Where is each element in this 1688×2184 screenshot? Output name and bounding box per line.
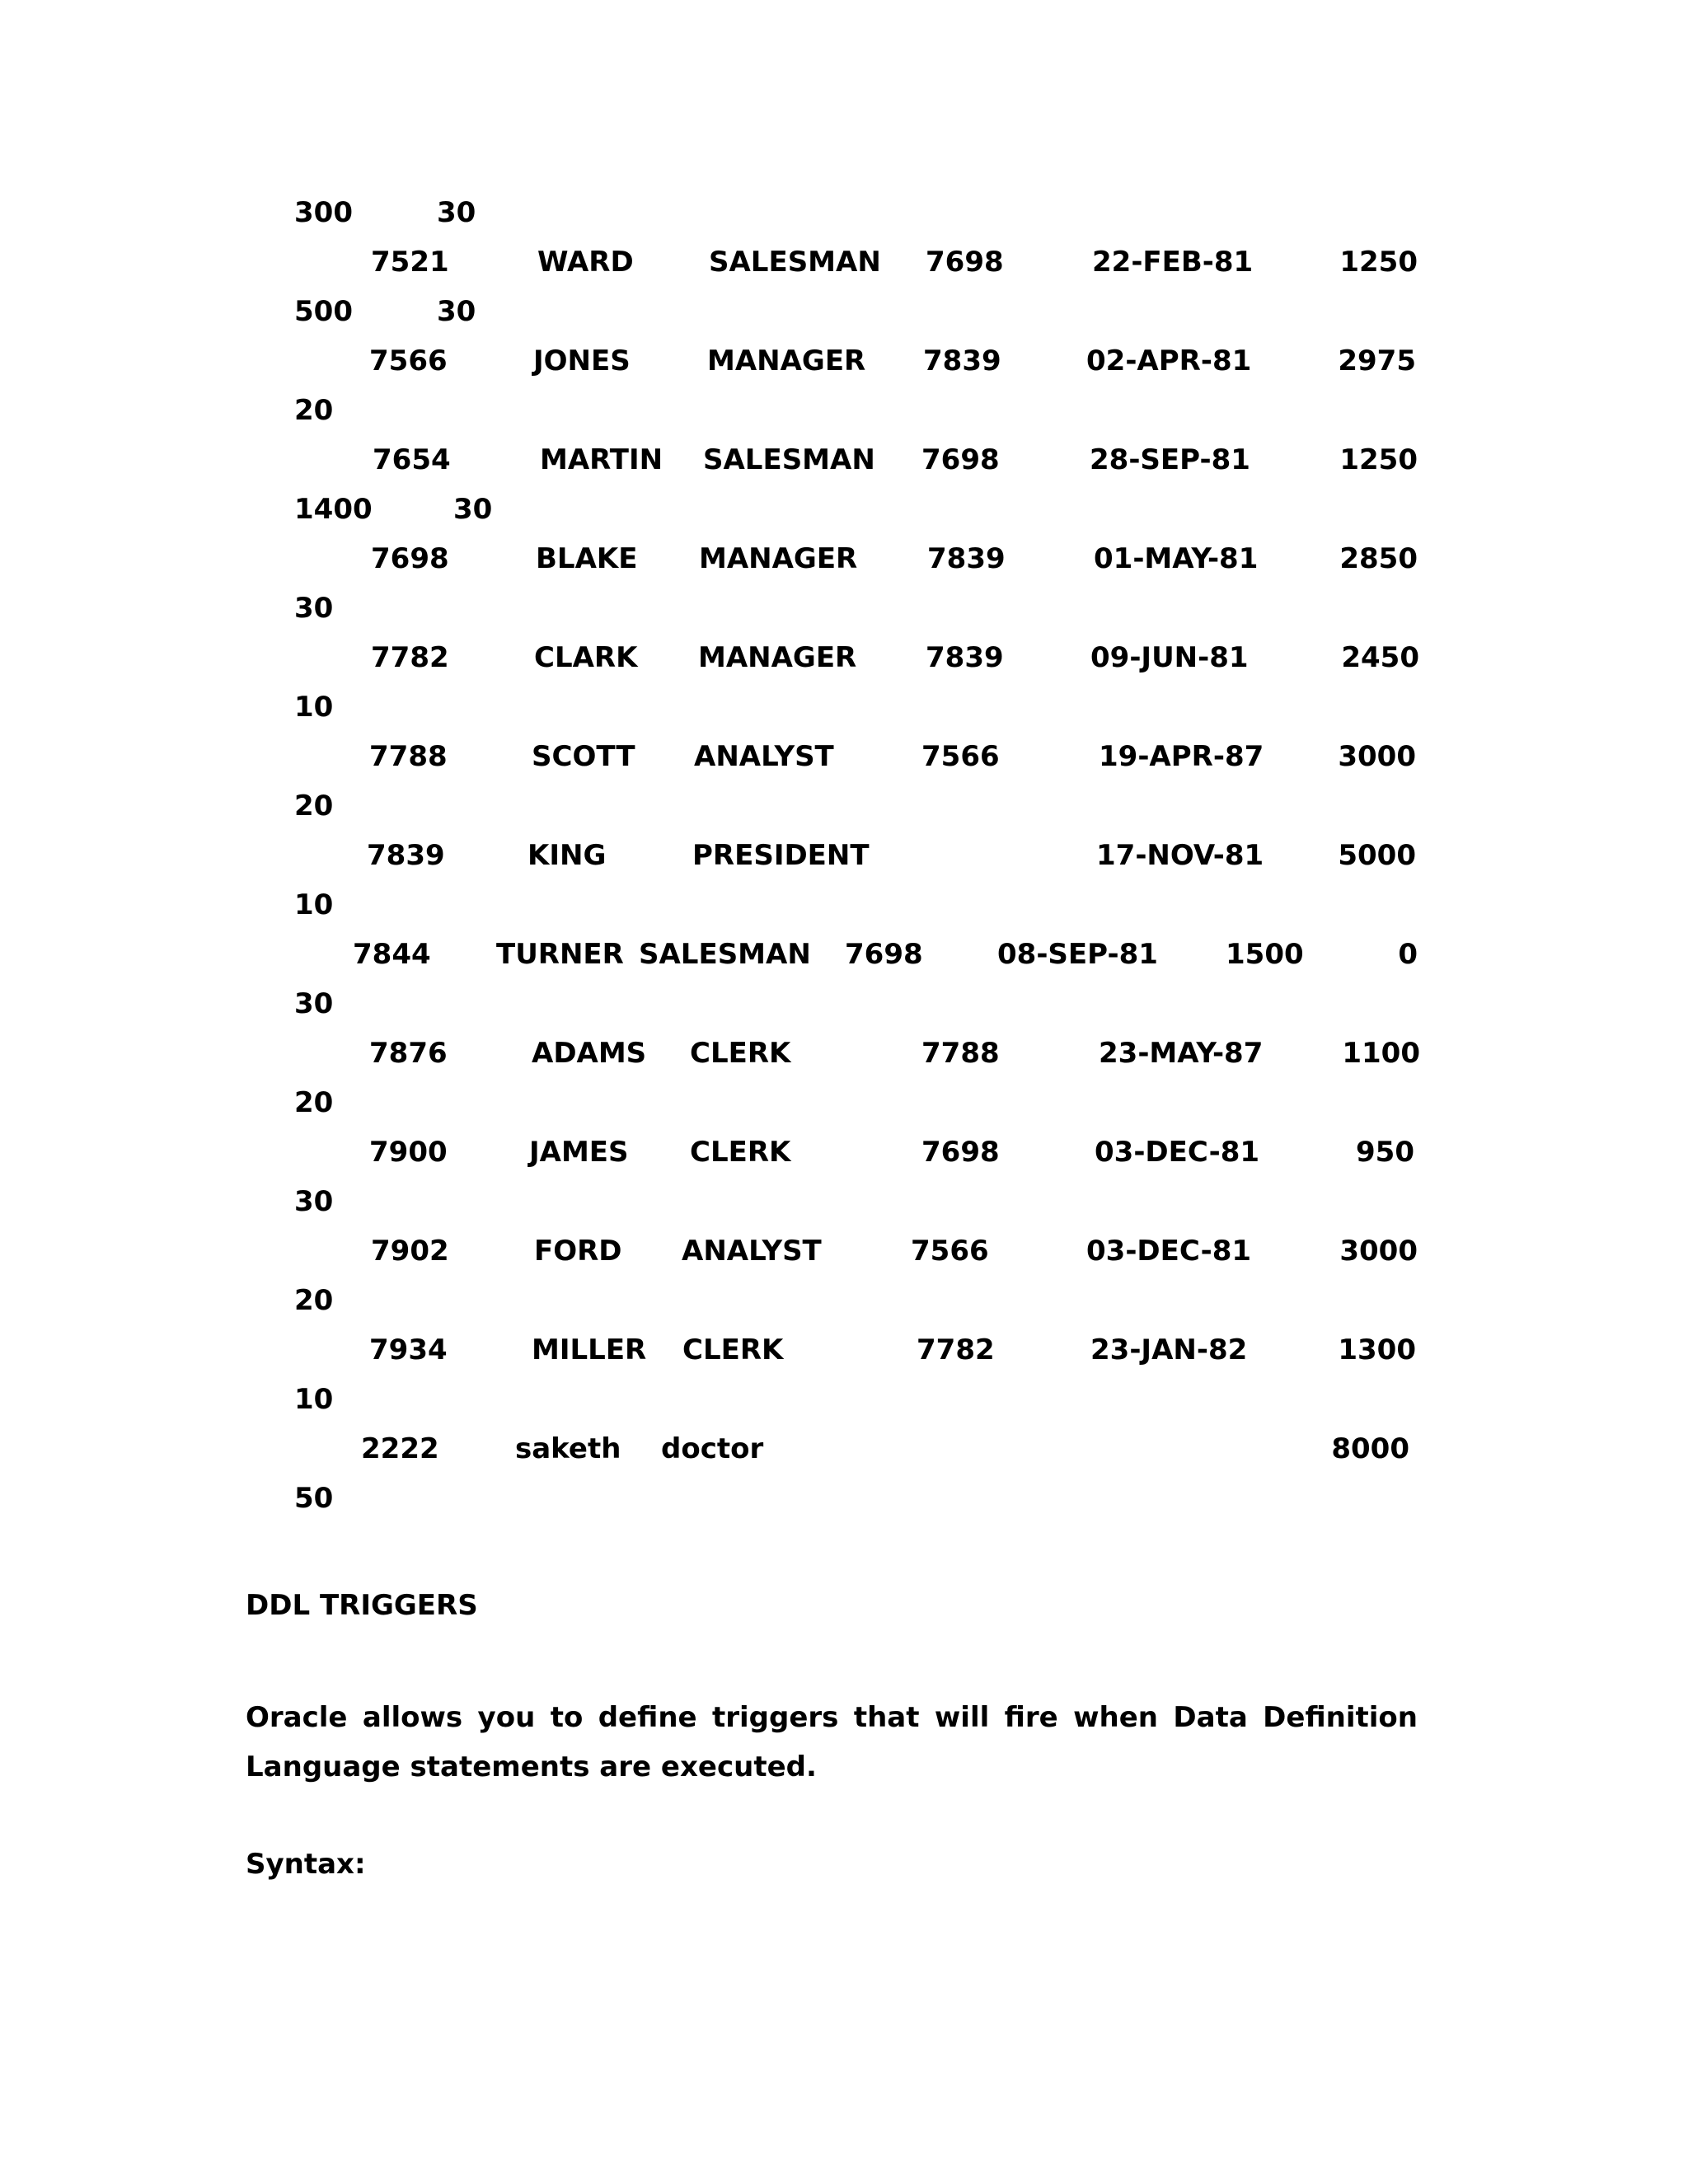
sal-cell: 1300	[1338, 1333, 1416, 1366]
mgr-cell: 7566	[911, 1235, 989, 1268]
empno-cell: 7876	[369, 1037, 448, 1070]
empno-cell: 7566	[369, 344, 448, 377]
result-cell: 300	[294, 196, 353, 229]
empno-cell: 7839	[367, 839, 445, 872]
mgr-cell: 7839	[926, 641, 1004, 674]
deptno-cell: 10	[294, 888, 334, 921]
ename-cell: MILLER	[532, 1333, 647, 1366]
job-cell: SALESMAN	[639, 938, 811, 971]
mgr-cell: 7839	[923, 344, 1001, 377]
mgr-cell: 7782	[917, 1333, 995, 1366]
hiredate-cell: 03-DEC-81	[1086, 1235, 1252, 1268]
sal-cell: 1100	[1342, 1037, 1420, 1070]
empno-cell: 7521	[371, 246, 449, 279]
job-cell: CLERK	[690, 1136, 791, 1169]
mgr-cell: 7698	[921, 1136, 1000, 1169]
syntax-label: Syntax:	[246, 1848, 366, 1881]
ename-cell: JAMES	[529, 1136, 629, 1169]
empno-cell: 7654	[373, 443, 451, 476]
ename-cell: TURNER	[496, 938, 624, 971]
ename-cell: JONES	[533, 344, 631, 377]
job-cell: CLERK	[690, 1037, 791, 1070]
body-paragraph: Oracle allows you to define triggers that will fire when Data Definition Language statements are executed.	[246, 1701, 1418, 1783]
hiredate-cell: 01-MAY-81	[1094, 542, 1259, 575]
sal-cell: 2975	[1338, 344, 1416, 377]
sal-cell: 950	[1356, 1136, 1414, 1169]
job-cell: MANAGER	[698, 641, 857, 674]
job-cell: PRESIDENT	[692, 839, 870, 872]
deptno-cell: 30	[453, 493, 493, 526]
sal-cell: 1250	[1339, 443, 1418, 476]
sal-cell: 1500	[1226, 938, 1304, 971]
result-cell: 30	[437, 196, 476, 229]
mgr-cell: 7788	[921, 1037, 1000, 1070]
mgr-cell: 7698	[921, 443, 1000, 476]
job-cell: CLERK	[682, 1333, 784, 1366]
hiredate-cell: 02-APR-81	[1086, 344, 1252, 377]
job-cell: MANAGER	[707, 344, 866, 377]
deptno-cell: 20	[294, 1284, 334, 1317]
ename-cell: BLAKE	[536, 542, 638, 575]
sal-cell: 5000	[1338, 839, 1416, 872]
empno-cell: 7844	[353, 938, 431, 971]
section-heading: DDL TRIGGERS	[246, 1589, 478, 1622]
deptno-cell: 10	[294, 1383, 334, 1416]
empno-cell: 2222	[361, 1432, 439, 1465]
ename-cell: SCOTT	[532, 740, 635, 773]
empno-cell: 7788	[369, 740, 448, 773]
sal-cell: 8000	[1331, 1432, 1409, 1465]
ename-cell: ADAMS	[532, 1037, 647, 1070]
ename-cell: saketh	[515, 1432, 621, 1465]
empno-cell: 7698	[371, 542, 449, 575]
sal-cell: 3000	[1339, 1235, 1418, 1268]
hiredate-cell: 23-MAY-87	[1099, 1037, 1264, 1070]
hiredate-cell: 03-DEC-81	[1095, 1136, 1260, 1169]
sal-cell: 3000	[1338, 740, 1416, 773]
deptno-cell: 50	[294, 1482, 334, 1515]
comm-cell: 0	[1398, 938, 1418, 971]
deptno-cell: 30	[294, 1185, 334, 1218]
job-cell: SALESMAN	[703, 443, 875, 476]
deptno-cell: 1400	[294, 493, 373, 526]
ename-cell: CLARK	[534, 641, 638, 674]
hiredate-cell: 19-APR-87	[1099, 740, 1264, 773]
deptno-cell: 30	[294, 592, 334, 625]
hiredate-cell: 09-JUN-81	[1090, 641, 1249, 674]
empno-cell: 7782	[371, 641, 449, 674]
hiredate-cell: 08-SEP-81	[997, 938, 1158, 971]
hiredate-cell: 17-NOV-81	[1096, 839, 1264, 872]
ename-cell: MARTIN	[540, 443, 663, 476]
mgr-cell: 7698	[845, 938, 923, 971]
empno-cell: 7934	[369, 1333, 448, 1366]
mgr-cell: 7839	[927, 542, 1006, 575]
sal-cell: 1250	[1339, 246, 1418, 279]
empno-cell: 7902	[371, 1235, 449, 1268]
job-cell: SALESMAN	[709, 246, 881, 279]
hiredate-cell: 22-FEB-81	[1092, 246, 1254, 279]
mgr-cell: 7698	[926, 246, 1004, 279]
hiredate-cell: 28-SEP-81	[1090, 443, 1250, 476]
deptno-cell: 30	[437, 295, 476, 328]
job-cell: MANAGER	[699, 542, 858, 575]
empno-cell: 7900	[369, 1136, 448, 1169]
deptno-cell: 500	[294, 295, 353, 328]
deptno-cell: 20	[294, 1086, 334, 1119]
deptno-cell: 20	[294, 790, 334, 823]
hiredate-cell: 23-JAN-82	[1090, 1333, 1248, 1366]
ename-cell: FORD	[534, 1235, 622, 1268]
sal-cell: 2850	[1339, 542, 1418, 575]
deptno-cell: 10	[294, 691, 334, 724]
job-cell: doctor	[661, 1432, 764, 1465]
deptno-cell: 20	[294, 394, 334, 427]
ename-cell: KING	[528, 839, 607, 872]
ename-cell: WARD	[537, 246, 634, 279]
mgr-cell: 7566	[921, 740, 1000, 773]
deptno-cell: 30	[294, 987, 334, 1020]
sal-cell: 2450	[1341, 641, 1419, 674]
job-cell: ANALYST	[682, 1235, 822, 1268]
job-cell: ANALYST	[694, 740, 834, 773]
